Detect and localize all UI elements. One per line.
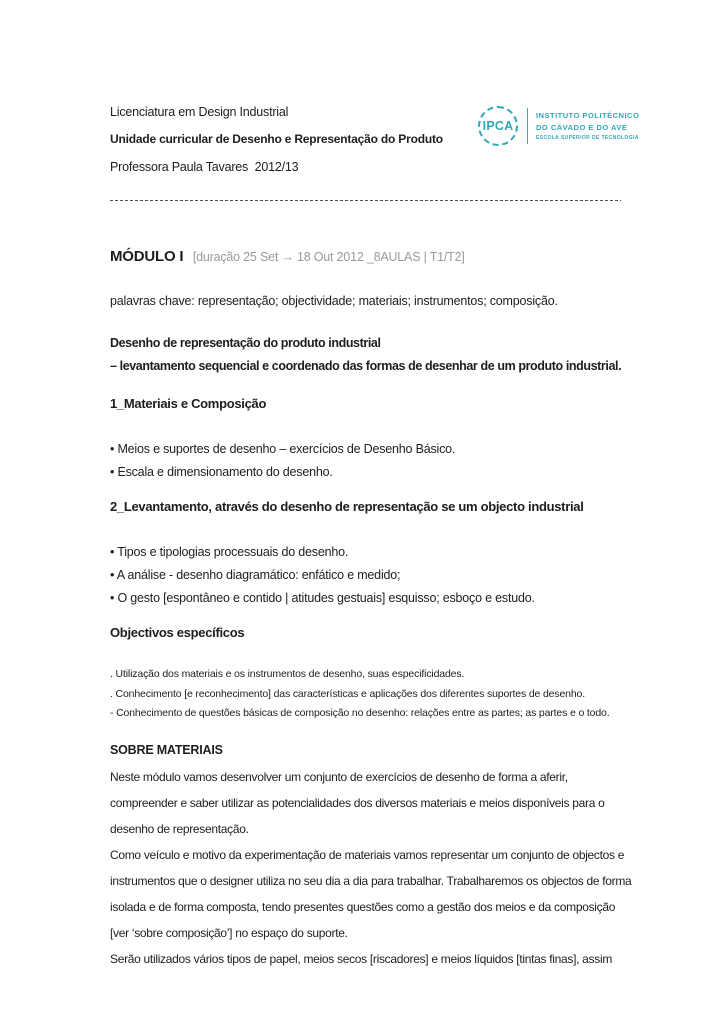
subject-title: Desenho de representação do produto industrial <box>110 336 381 350</box>
list-item: • A análise - desenho diagramático: enfático e medido; <box>110 568 401 582</box>
text-line: Neste módulo vamos desenvolver um conjunto de exercícios de desenho de forma a aferir, <box>110 770 568 784</box>
institute-name-line1: INSTITUTO POLITÉCNICO <box>536 111 640 120</box>
ipca-logo <box>478 106 639 146</box>
text-line: [ver ‘sobre composição’] no espaço do suporte. <box>110 926 348 940</box>
section1-list <box>110 438 455 484</box>
list-item: - Conhecimento de questões básicas de composição no desenho: relações entre as partes; as partes e o todo. <box>110 707 610 719</box>
keywords-line: palavras chave: representação; objectividade; materiais; instrumentos; composição. <box>110 294 558 308</box>
list-item: . Conhecimento [e reconhecimento] das características e aplicações dos diferentes suportes de desenho. <box>110 687 585 700</box>
text-line: isolada e de forma composta, tendo presentes questões como a gestão dos meios e da composição <box>110 900 616 914</box>
text-line: desenho de representação. <box>110 822 249 836</box>
school-name: ESCOLA SUPERIOR DE TECNOLOGIA <box>536 135 639 141</box>
course-unit-title: Unidade curricular de Desenho e Representação do Produto <box>110 132 443 146</box>
section1-title: 1_Materiais e Composição <box>110 396 267 411</box>
subject-block <box>110 332 621 378</box>
text-line: Serão utilizados vários tipos de papel, meios secos [riscadores] e meios líquidos [tintas finas], assim <box>110 952 613 966</box>
ipca-logo-mark-icon <box>478 106 518 146</box>
list-item: • Tipos e tipologias processuais do desenho. <box>110 545 349 559</box>
subject-subtitle: – levantamento sequencial e coordenado das formas de desenhar de um produto industrial. <box>110 359 622 373</box>
header-rule <box>110 200 621 201</box>
module-title: MÓDULO I <box>110 248 184 265</box>
list-item: • Escala e dimensionamento do desenho. <box>110 465 333 479</box>
text-line: Como veículo e motivo da experimentação de materiais vamos representar um conjunto de objectos e <box>110 848 625 862</box>
list-item: . Utilização dos materiais e os instrumentos de desenho, suas especificidades. <box>110 668 465 680</box>
section2-title: 2_Levantamento, através do desenho de representação se um objecto industrial <box>110 499 584 514</box>
module-heading <box>110 248 465 266</box>
module-duration: [duração 25 Set → 18 Out 2012 _8AULAS | T1/T2] <box>192 250 465 264</box>
course-name: Licenciatura em Design Industrial <box>110 105 289 119</box>
section2-list <box>110 541 535 610</box>
ipca-acronym: IPCA <box>482 119 514 133</box>
institute-name-block <box>536 111 639 141</box>
objectives-title: Objectivos específicos <box>110 625 245 640</box>
list-item: • Meios e suportes de desenho – exercícios de Desenho Básico. <box>110 442 456 456</box>
text-line: instrumentos que o designer utiliza no seu dia a dia para trabalhar. Trabalharemos os objectos de forma <box>110 874 632 888</box>
institute-name-line2: DO CÁVADO E DO AVE <box>536 123 628 132</box>
logo-divider <box>527 108 528 144</box>
professor-line: Professora Paula Tavares 2012/13 <box>110 160 299 174</box>
about-materials-title: SOBRE MATERIAIS <box>110 743 223 757</box>
list-item: • O gesto [espontâneo e contido | atitudes gestuais] esquisso; esboço e estudo. <box>110 591 535 605</box>
about-materials-text <box>110 764 631 972</box>
text-line: compreender e saber utilizar as potencialidades dos diversos materiais e meios disponíveis para o <box>110 796 605 810</box>
objectives-list <box>110 665 610 724</box>
